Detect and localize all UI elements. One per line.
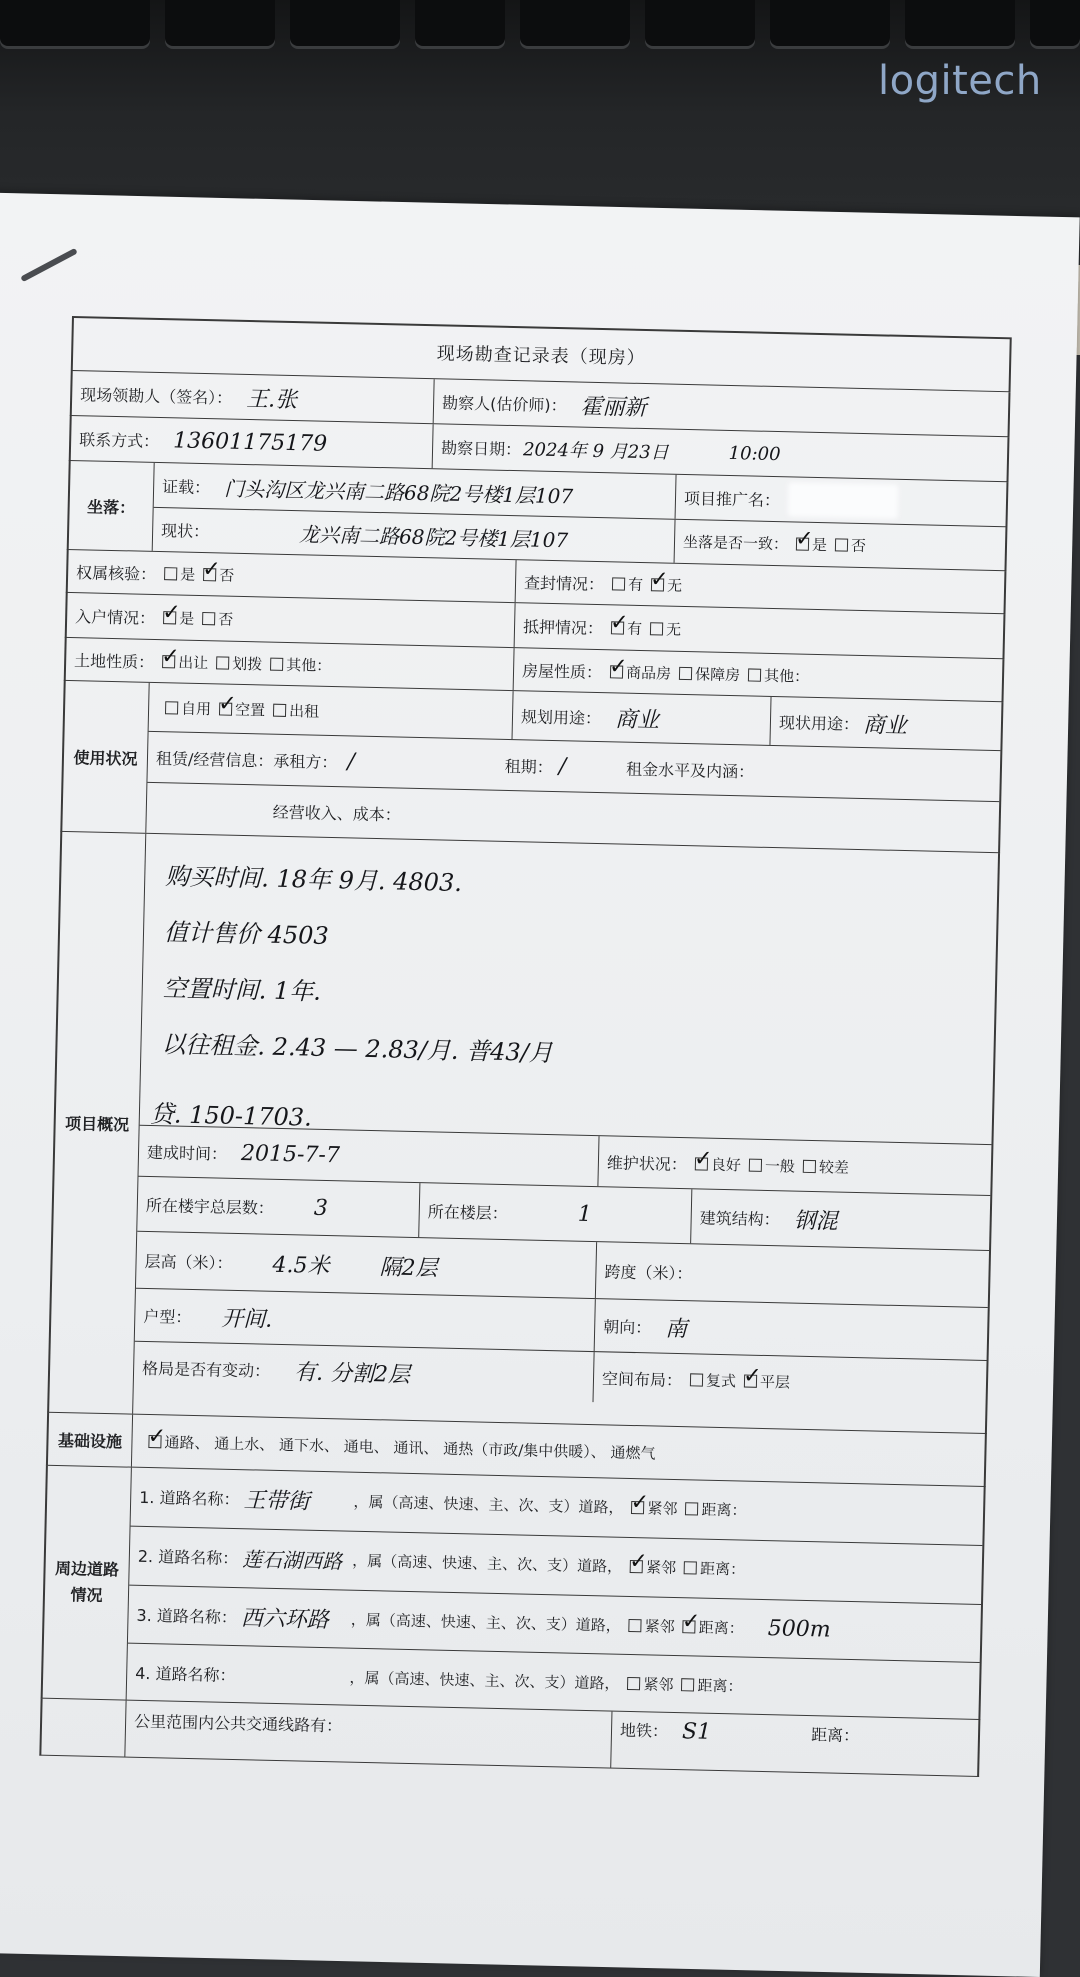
ownership-no: 否 bbox=[218, 565, 235, 585]
layout-flat: 平层 bbox=[759, 1372, 791, 1392]
checkbox[interactable] bbox=[835, 538, 848, 551]
road-name: 西六环路 bbox=[240, 1606, 330, 1634]
row-roads bbox=[41, 1466, 986, 1720]
floor-label: 所在楼层： bbox=[427, 1201, 508, 1223]
consistent-label: 坐落是否一致： bbox=[682, 532, 789, 554]
overview-notes bbox=[140, 834, 998, 1145]
mortgage-has: 有 bbox=[626, 619, 643, 638]
form-title: 现场勘查记录表（现房） bbox=[71, 316, 1012, 392]
checkbox[interactable] bbox=[273, 703, 286, 716]
struct-label: 建筑结构： bbox=[699, 1207, 780, 1229]
lease-mark: / bbox=[347, 748, 356, 775]
road-distance: 距离： bbox=[698, 1618, 745, 1638]
date-label: 勘察日期： bbox=[440, 437, 522, 459]
note-purchase: 购买时间. 18年 9月. 4803. bbox=[164, 862, 463, 897]
leader-cell bbox=[72, 371, 435, 423]
note-loan: 贷. 150-1703. bbox=[149, 1099, 313, 1132]
checkbox[interactable] bbox=[650, 622, 663, 635]
key bbox=[0, 0, 150, 46]
checkbox-checked[interactable] bbox=[611, 621, 624, 634]
keyboard-keys bbox=[0, 0, 1080, 58]
planned-label: 规划用途： bbox=[520, 706, 602, 728]
land-opt1: 出让 bbox=[177, 653, 209, 672]
current-value: 商业 bbox=[862, 712, 908, 739]
orient-label: 朝向： bbox=[602, 1316, 652, 1337]
consistent-no: 否 bbox=[850, 536, 867, 556]
term-label: 租期： bbox=[504, 756, 553, 777]
checkbox[interactable] bbox=[202, 612, 215, 625]
transit-label: 公里范围内公共交通线路有： bbox=[133, 1711, 343, 1736]
checkbox[interactable] bbox=[270, 657, 283, 670]
checkbox[interactable] bbox=[679, 666, 692, 679]
roads-label: 周边道路情况 bbox=[43, 1466, 132, 1700]
height-label: 层高（米）： bbox=[144, 1251, 233, 1273]
floors-value: 3 bbox=[313, 1195, 329, 1221]
road-suffix: ，属（高速、快速、主、次、支）道路， bbox=[350, 1610, 622, 1635]
key bbox=[645, 0, 755, 46]
checkbox-checked[interactable] bbox=[695, 1157, 708, 1170]
checkbox-checked[interactable] bbox=[651, 578, 664, 591]
change-label: 格局是否有变动： bbox=[141, 1358, 271, 1381]
income-label: 经营收入、成本： bbox=[272, 802, 402, 825]
key bbox=[520, 0, 630, 46]
current-label: 现状用途： bbox=[778, 712, 860, 734]
cert-address: 门头沟区龙兴南二路68院2号楼1层107 bbox=[223, 475, 574, 508]
land-opt3: 其他： bbox=[285, 655, 332, 675]
actual-label: 现状： bbox=[160, 521, 210, 542]
usage-label: 使用状况 bbox=[62, 681, 149, 833]
span-label: 跨度（米）： bbox=[604, 1261, 693, 1283]
contact-value: 13601175179 bbox=[172, 427, 328, 457]
orient-value: 南 bbox=[664, 1316, 688, 1342]
road-prefix: 2. 道路名称： bbox=[137, 1546, 239, 1569]
usage-rent: 出租 bbox=[288, 701, 320, 721]
key bbox=[165, 0, 275, 46]
floors-label: 所在楼宇总层数： bbox=[145, 1195, 275, 1218]
house-opt2: 保障房 bbox=[694, 664, 741, 684]
road-distance: 距离： bbox=[697, 1676, 743, 1696]
leader-label: 现场领勘人（签名）： bbox=[80, 384, 233, 408]
checkbox-checked[interactable] bbox=[163, 611, 176, 624]
road-name: 王带街 bbox=[243, 1488, 310, 1516]
road-suffix: ，属（高速、快速、主、次、支）道路， bbox=[351, 1551, 623, 1576]
promo-cell bbox=[676, 475, 1007, 526]
road-prefix: 1. 道路名称： bbox=[138, 1488, 240, 1510]
row-overview bbox=[47, 832, 1000, 1434]
leader-signature: 王.张 bbox=[245, 386, 298, 413]
checkbox[interactable] bbox=[627, 1677, 640, 1690]
transit-blank bbox=[41, 1699, 126, 1757]
house-opt3: 其他： bbox=[763, 666, 810, 686]
built-label: 建成时间： bbox=[146, 1142, 228, 1164]
checkbox[interactable] bbox=[685, 1503, 698, 1516]
term-mark: / bbox=[558, 753, 567, 779]
struct-cell bbox=[691, 1189, 990, 1250]
type-cell bbox=[135, 1289, 596, 1351]
maint-poor: 较差 bbox=[818, 1157, 850, 1177]
lease-label: 租赁/经营信息：承租方： bbox=[155, 748, 338, 772]
ownership-label: 权属核验： bbox=[75, 562, 157, 584]
road-distance-value: 500m bbox=[767, 1616, 831, 1643]
key bbox=[905, 0, 1015, 46]
road-adjacent: 紧邻 bbox=[644, 1617, 676, 1636]
inspector-label: 勘察人(估价师)： bbox=[441, 392, 567, 415]
floors-cell bbox=[137, 1177, 420, 1237]
actual-address: 龙兴南二路68院2号楼1层107 bbox=[298, 522, 569, 553]
change-value: 有. 分割2层 bbox=[293, 1359, 411, 1388]
seizure-label: 查封情况： bbox=[523, 572, 605, 594]
promo-label: 项目推广名： bbox=[683, 488, 781, 510]
inspector-signature: 霍丽新 bbox=[580, 394, 647, 421]
mortgage-label: 抵押情况： bbox=[522, 616, 604, 638]
maint-label: 维护状况： bbox=[606, 1152, 688, 1174]
house-label: 房屋性质： bbox=[521, 660, 603, 682]
entry-label: 入户情况： bbox=[74, 606, 156, 628]
road-adjacent: 紧邻 bbox=[643, 1674, 674, 1694]
checkbox[interactable] bbox=[681, 1678, 694, 1691]
roads-cells bbox=[127, 1468, 984, 1719]
house-opt1: 商品房 bbox=[625, 663, 672, 683]
checkbox-checked[interactable] bbox=[610, 665, 623, 678]
checkbox-checked[interactable] bbox=[744, 1374, 757, 1387]
checkbox[interactable] bbox=[749, 1158, 762, 1171]
layout-dup: 复式 bbox=[705, 1371, 737, 1390]
road-distance: 距离： bbox=[699, 1559, 746, 1579]
floor-value: 1 bbox=[577, 1201, 593, 1227]
location-label: 坐落： bbox=[69, 461, 155, 551]
note-vacancy: 空置时间. 1年. bbox=[162, 974, 322, 1006]
maint-cell bbox=[598, 1136, 991, 1195]
road-distance: 距离： bbox=[701, 1500, 747, 1520]
struct-value: 钢混 bbox=[793, 1208, 838, 1235]
change-cell bbox=[134, 1342, 595, 1402]
current-cell bbox=[770, 697, 1001, 750]
seizure-none: 无 bbox=[666, 576, 683, 595]
planned-cell bbox=[513, 691, 772, 745]
date-value: 2024年 9 月23日 bbox=[522, 439, 669, 464]
road-adjacent: 紧邻 bbox=[647, 1499, 678, 1519]
checkbox[interactable] bbox=[690, 1373, 703, 1386]
layout-cell bbox=[593, 1352, 986, 1411]
survey-form bbox=[39, 316, 1011, 1777]
checkbox-checked[interactable] bbox=[203, 568, 216, 581]
span-cell bbox=[596, 1242, 989, 1307]
checkbox-checked[interactable] bbox=[630, 1560, 643, 1573]
key bbox=[290, 0, 400, 46]
checkbox[interactable] bbox=[216, 656, 229, 669]
road-adjacent: 紧邻 bbox=[645, 1558, 677, 1578]
note-rent-history: 以往租金. 2.43 — 2.83/月. 普43/月 bbox=[161, 1030, 554, 1068]
checkbox[interactable] bbox=[803, 1159, 816, 1172]
rent-level-label: 租金水平及内涵： bbox=[625, 759, 755, 782]
land-label: 土地性质： bbox=[73, 650, 155, 672]
floor-cell bbox=[419, 1183, 692, 1243]
key bbox=[1030, 0, 1080, 46]
key bbox=[770, 0, 890, 46]
overview-cells bbox=[133, 834, 998, 1433]
checkbox-checked[interactable] bbox=[219, 702, 232, 715]
road-name: 莲石湖西路 bbox=[241, 1547, 343, 1574]
contact-cell bbox=[71, 416, 434, 468]
maint-mid: 一般 bbox=[764, 1156, 796, 1176]
checkbox[interactable] bbox=[164, 567, 177, 580]
road-prefix: 4. 道路名称： bbox=[135, 1663, 236, 1685]
contact-label: 联系方式： bbox=[78, 429, 160, 451]
road-suffix: ，属（高速、快速、主、次、支）道路， bbox=[349, 1668, 620, 1693]
planned-value: 商业 bbox=[614, 706, 660, 733]
maint-good: 良好 bbox=[710, 1155, 742, 1174]
consistent-cell bbox=[675, 520, 1006, 570]
checkbox[interactable] bbox=[612, 577, 625, 590]
redaction-patch bbox=[788, 482, 899, 518]
row-usage bbox=[60, 681, 1003, 853]
checkbox[interactable] bbox=[629, 1619, 642, 1632]
road-name bbox=[240, 1674, 350, 1676]
built-value: 2015-7-7 bbox=[240, 1140, 341, 1168]
type-value: 开间. bbox=[221, 1306, 273, 1333]
road-suffix: ，属（高速、快速、主、次、支）道路， bbox=[353, 1493, 624, 1518]
transit-cell bbox=[125, 1701, 612, 1768]
time-value: 10:00 bbox=[728, 442, 781, 465]
metro-label: 地铁： bbox=[619, 1720, 669, 1741]
usage-self: 自用 bbox=[180, 699, 212, 718]
checkbox[interactable] bbox=[748, 668, 761, 681]
land-opt2: 划拨 bbox=[231, 654, 263, 673]
checkbox-checked[interactable] bbox=[683, 1620, 696, 1633]
logitech-logo: logitech bbox=[878, 58, 1042, 104]
ownership-yes: 是 bbox=[179, 565, 196, 584]
layout-label: 空间布局： bbox=[601, 1368, 683, 1390]
orient-cell bbox=[595, 1299, 988, 1360]
type-label: 户型： bbox=[143, 1306, 192, 1327]
overview-label: 项目概况 bbox=[49, 832, 146, 1414]
metro-distance-label: 距离： bbox=[810, 1725, 860, 1746]
seizure-has: 有 bbox=[627, 575, 644, 594]
height-note: 隔2层 bbox=[379, 1254, 438, 1282]
note-valuation: 值计售价 4503 bbox=[163, 918, 330, 950]
usage-vacant: 空置 bbox=[234, 700, 266, 719]
road-prefix: 3. 道路名称： bbox=[136, 1605, 238, 1627]
usage-status-cell bbox=[149, 683, 514, 739]
checkbox[interactable] bbox=[165, 701, 178, 714]
key bbox=[415, 0, 505, 46]
height-value: 4.5米 bbox=[272, 1252, 330, 1279]
cert-label: 证载： bbox=[161, 476, 211, 497]
entry-yes: 是 bbox=[178, 609, 195, 628]
usage-cells bbox=[146, 683, 1001, 852]
checkbox-checked[interactable] bbox=[148, 1435, 161, 1448]
metro-value: S1 bbox=[681, 1719, 712, 1745]
checkbox-checked[interactable] bbox=[162, 655, 175, 668]
checkbox[interactable] bbox=[684, 1561, 697, 1574]
checkbox-checked[interactable] bbox=[796, 537, 809, 550]
infra-label: 基础设施 bbox=[48, 1413, 133, 1467]
metro-cell bbox=[611, 1712, 978, 1776]
built-cell bbox=[139, 1126, 600, 1186]
consistent-yes: 是 bbox=[811, 535, 828, 555]
infra-items: 通路、 通上水、 通下水、 通电、 通讯、 通热（市政/集中供暖）、 通燃气 bbox=[164, 1432, 656, 1463]
height-cell bbox=[136, 1232, 597, 1298]
mortgage-none: 无 bbox=[665, 620, 682, 639]
checkbox-checked[interactable] bbox=[631, 1501, 644, 1514]
entry-no: 否 bbox=[217, 609, 234, 629]
